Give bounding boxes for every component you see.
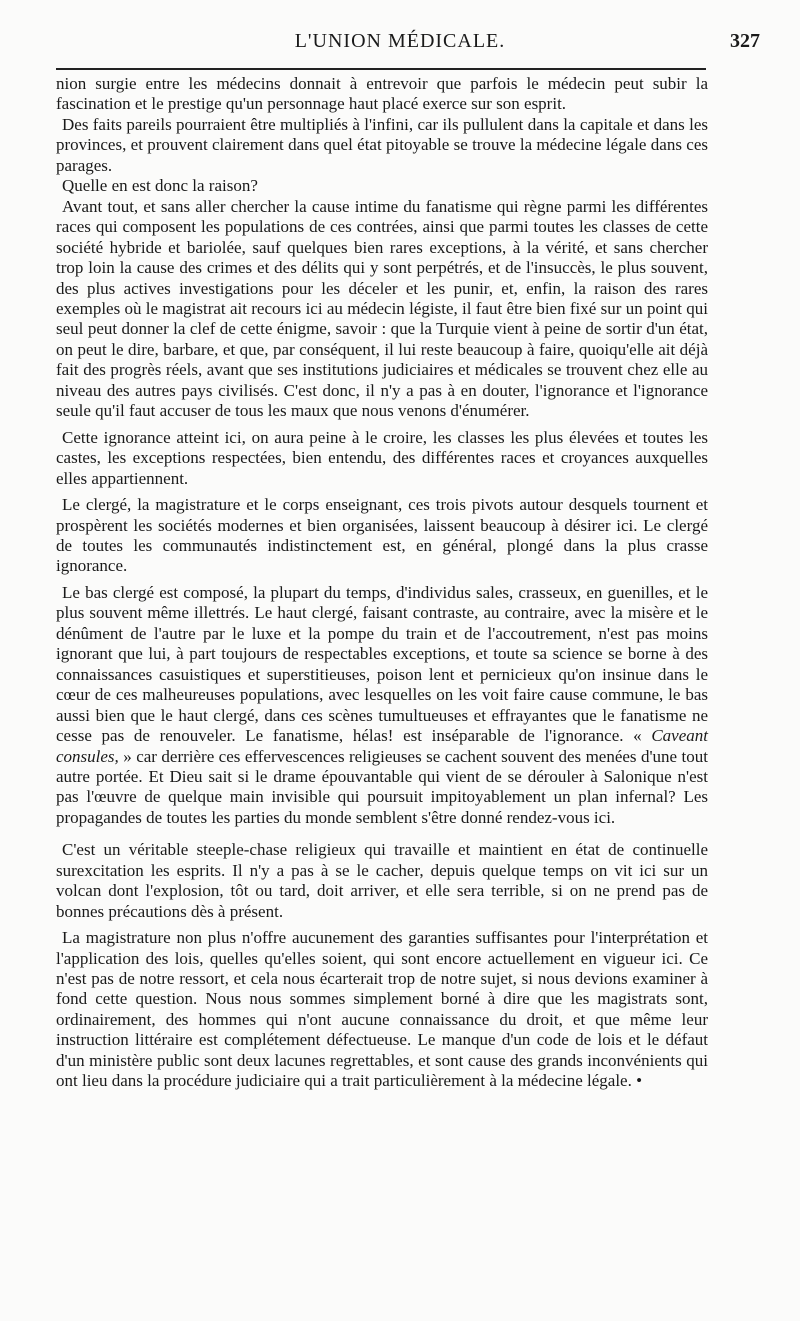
paragraph-7 [56,583,708,828]
latin-phrase: Caveant consules, [56,726,708,766]
page-header [40,30,760,58]
header-rule [56,68,706,70]
paragraph-3: Quelle en est donc la raison? [62,176,258,196]
paragraph-5: Cette ignorance atteint ici, on aura peine à le croire, les classes les plus élevées et toutes les castes, les exceptions respectées, bien entendu, des différentes races et croyances auxquelles elles appartiennent. [56,427,708,488]
running-title: L'UNION MÉDICALE. [294,30,506,52]
paragraph-7-text-a: Le bas clergé est composé, la plupart du temps, d'individus sales, crasseux, en guenilles, et le plus souvent même illettrés. Le haut clergé, faisant contraste, au contraire, avec la misère et le dénûment de l'autre par le luxe et la pompe du train et de l'accoutrement, n'est pas moins ignorant que lui, à part toujours de respectables exceptions, et toute sa science se borne à des connaissances casuistiques et superstitieuses, poison lent et pernicieux qu'on insinue dans le cœur de ces malheureuses populations, avec lesquelles on les voit faire cause commune, le bas aussi bien que le haut clergé, dans ces scènes tumultueuses et effrayantes que le fanatisme ne cesse pas de renouveler. Le fanatisme, hélas! est inséparable de l'ignorance. « [56,582,708,746]
paragraph-9: La magistrature non plus n'offre aucunement des garanties suffisantes pour l'interprétation et l'application des lois, quelles qu'elles soient, qui sont encore actuellement en vigueur ici. Ce n'est pas de notre ressort, et cela nous écarterait trop de notre sujet, si nous devions examiner à fond cette question. Nous nous sommes simplement borné à dire que les magistrats sont, ordinairement, des hommes qui n'ont aucune connaissance du droit, et que même leur instruction littéraire est complétement défectueuse. Le manque d'un code de lois et le défaut d'un ministère public sont deux lacunes regrettables, et sont cause des grands inconvénients qui ont lieu dans la procédure judiciaire qui a trait particulièrement à la médecine légale. • [56,928,708,1091]
paragraph-6: Le clergé, la magistrature et le corps enseignant, ces trois pivots autour desquels tournent et prospèrent les sociétés modernes et bien organisées, laissent beaucoup à désirer ici. Le clergé de toutes les communautés indistinctement est, en général, plongé dans la plus crasse ignorance. [56,495,708,576]
paragraph-4: Avant tout, et sans aller chercher la cause intime du fanatisme qui règne parmi les différentes races qui composent les populations de ces contrées, ainsi que parmi toutes les classes de cette société hybride et bariolée, sauf quelques bien rares exceptions, à la vérité, et sans chercher trop loin la cause des crimes et des délits qui y sont perpétrés, et de l'insuccès, le plus souvent, des plus actives investigations pour les déceler et les punir, et, enfin, la raison des rares exemples où le magistrat ait recours ici au médecin légiste, il faut être bien fixé sur un point qui seul peut donner la clef de cette énigme, savoir : que la Turquie vient à peine de sortir d'un état, on peut le dire, barbare, et que, par conséquent, il lui reste beaucoup à faire, quoiqu'elle ait déjà fait des progrès réels, avant que ses institutions judiciaires et médicales se trouvent chez elle au niveau des autres pays civilisés. C'est donc, il n'y a pas à en douter, l'ignorance et l'ignorance seule qu'il faut accuser de tous les maux que nous venons d'énumérer. [56,196,708,421]
paragraph-2: Des faits pareils pourraient être multipliés à l'infini, car ils pullulent dans la capitale et dans les provinces, et prouvent clairement dans quel état pitoyable se trouve la médecine légale dans ces parages. [56,114,708,175]
page-number: 327 [730,30,760,52]
paragraph-7-text-b: » car derrière ces effervescences religieuses se cachent souvent des menées d'une tout autre portée. Et Dieu sait si le drame épouvantable qui vient de se dérouler à Salonique n'est pas l'œuvre de quelque main invisible qui poursuit impitoyablement un plan infernal? Les propagandes de toutes les parties du monde semblent s'être donné rendez-vous ici. [56,746,708,827]
paragraph-8: C'est un véritable steeple-chase religieux qui travaille et maintient en état de continuelle surexcitation les esprits. Il n'y a pas à se le cacher, depuis quelque temps on vit ici sur un volcan dont l'explosion, tôt ou tard, doit arriver, et elle sera terrible, si on ne prend pas de bonnes précautions dès à présent. [56,840,708,921]
article-body [56,74,708,1092]
paragraph-1: nion surgie entre les médecins donnait à entrevoir que parfois le médecin peut subir la fascination et le prestige qu'un personnage haut placé exerce sur son esprit. [56,74,708,114]
